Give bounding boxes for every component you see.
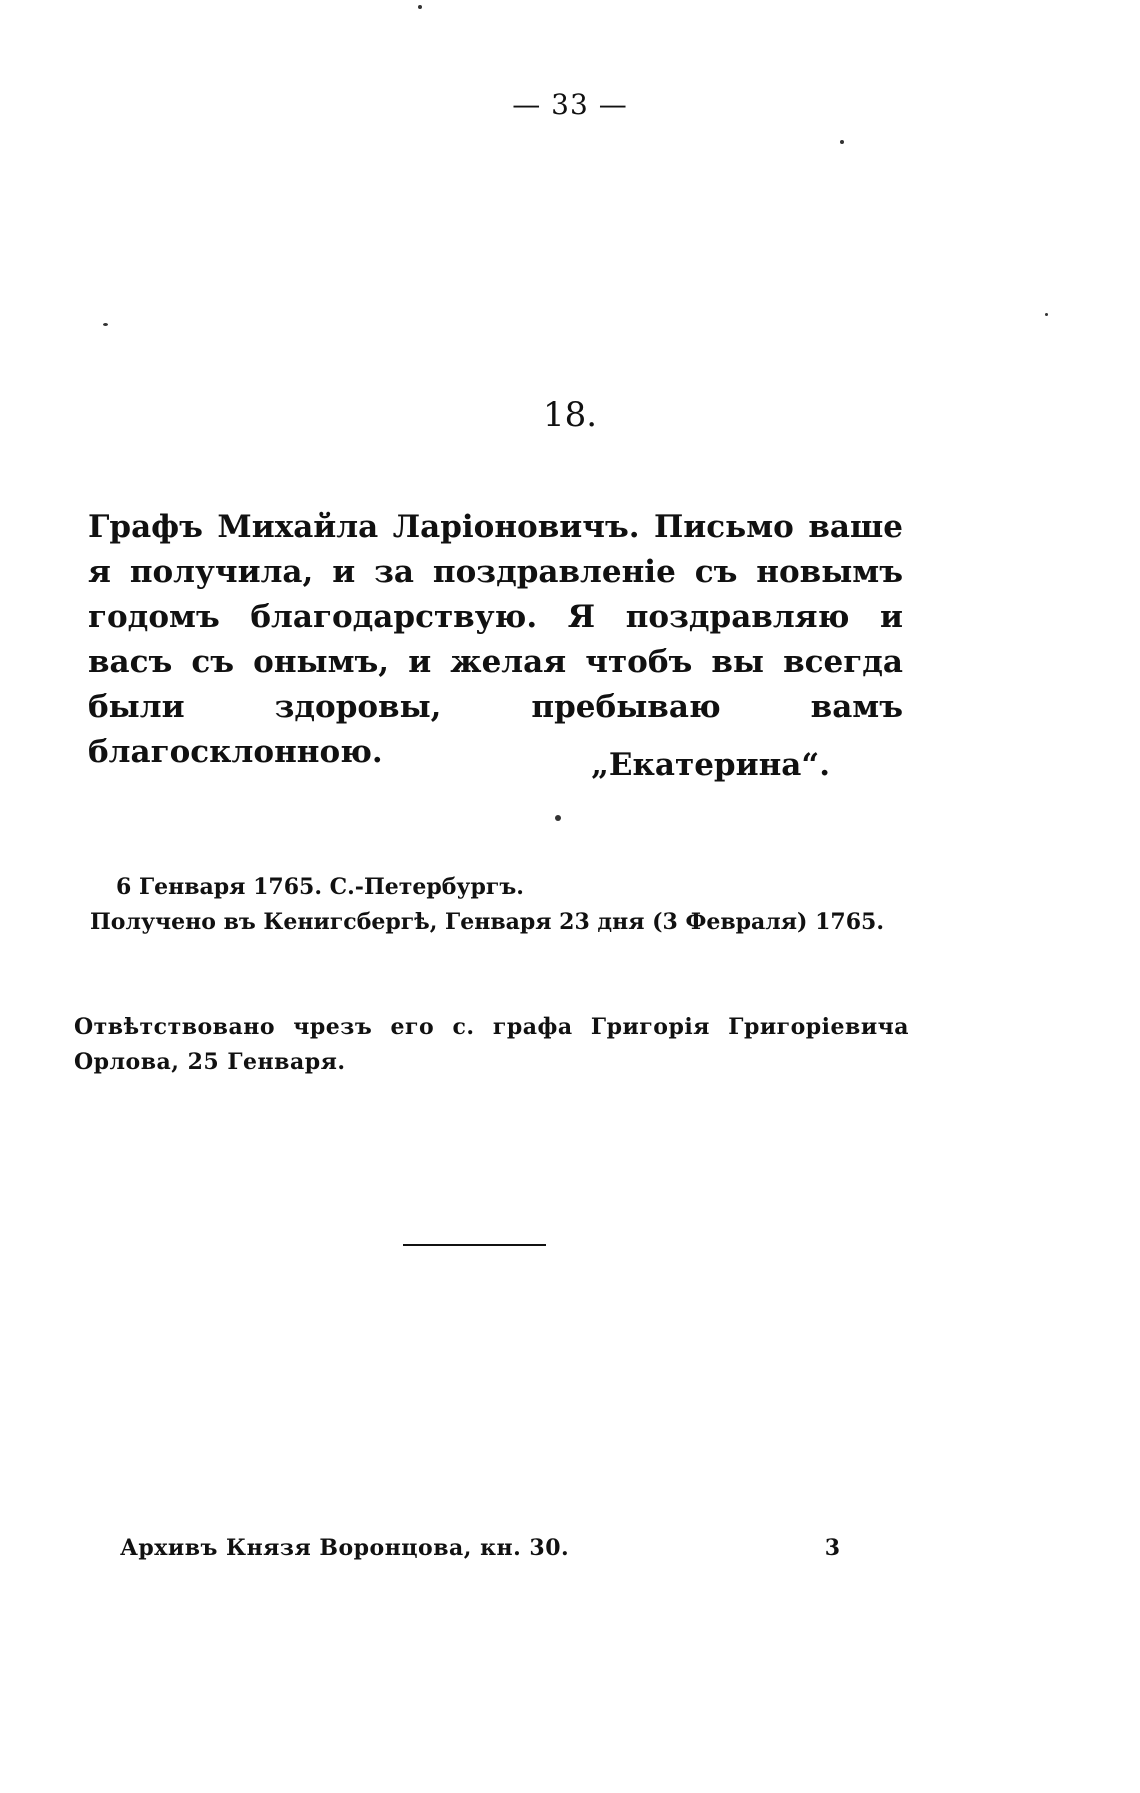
section-divider: [403, 1244, 546, 1246]
scan-speck: [840, 140, 844, 144]
page-number: — 33 —: [512, 88, 628, 121]
letter-body: Графъ Михайла Ларіоновичъ. Письмо ваше я получила, и за поздравленіе съ новымъ годомъ благодарствую. Я поздравляю и васъ съ онымъ, и желая чтобъ вы всегда были здоровы, пребываю вамъ благосклонною.: [88, 509, 903, 770]
scan-speck: [555, 815, 561, 821]
scan-speck: [418, 5, 422, 9]
scan-speck: [103, 323, 108, 326]
received-line: Получено въ Кенигсбергѣ, Генваря 23 дня (3 Февраля) 1765.: [90, 909, 884, 935]
scan-speck: [1045, 313, 1048, 316]
dateline: [90, 870, 910, 940]
letter-number: 18.: [542, 395, 598, 435]
reply-note: Отвѣтствовано чрезъ его с. графа Григорія Григоріевича Орлова, 25 Генваря.: [74, 1014, 909, 1075]
date-place-line: 6 Генваря 1765. С.-Петербургъ.: [116, 874, 524, 900]
footer-source: Архивъ Князя Воронцова, кн. 30.: [120, 1535, 570, 1561]
signature: „Екатерина“.: [591, 747, 830, 783]
signature-mark: 3: [824, 1535, 840, 1561]
